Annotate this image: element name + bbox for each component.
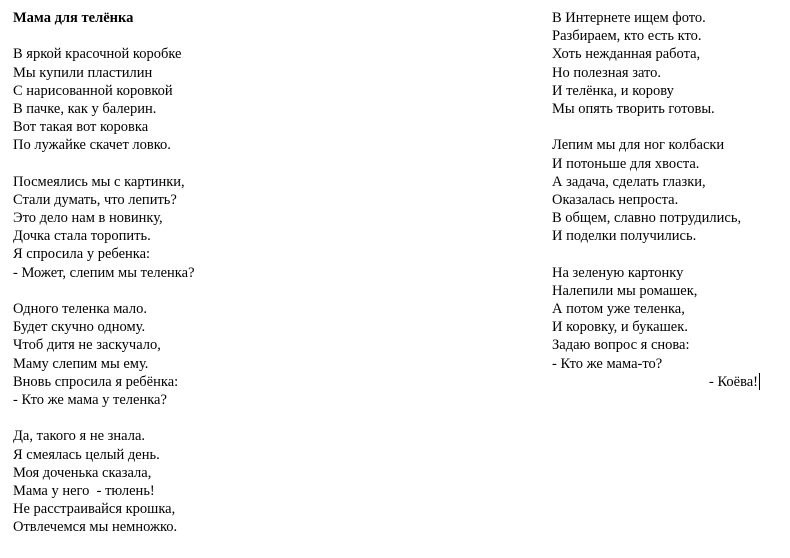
poem-line: А потом уже теленка, [552,301,685,317]
poem-line: Отвлечемся мы немножко. [13,519,178,536]
stanza [13,173,343,282]
poem-line: Дочка стала торопить. [13,228,151,245]
poem-line: Оказалась непроста. [552,191,679,208]
poem-line: Моя доченька сказала, [13,464,152,481]
poem-line: И поделки получились. [552,228,697,245]
poem-line: Хоть нежданная работа, [552,46,701,63]
poem-line: Я спросила у ребенка: [13,246,151,263]
poem-title: Мама для телёнка [13,10,134,26]
poem-column-left [13,9,343,536]
poem-line: Мама у него - тюлень! [13,482,155,499]
poem-line: Вот такая вот коровка [13,119,149,136]
poem-line: - Может, слепим мы теленка? [13,264,195,281]
poem-line: - Кто же мама-то? [552,355,663,372]
text-cursor [759,373,760,390]
poem-line: В Интернете ищем фото. [552,10,706,26]
stanza [552,264,788,373]
poem-line: С нарисованной коровкой [13,82,173,99]
poem-line: Мы купили пластилин [13,64,153,81]
poem-line: На зеленую картонку [552,264,684,281]
poem-line: Мы опять творить готовы. [552,100,715,117]
poem-line: Будет скучно одному. [13,319,146,336]
poem-line: В общем, славно потрудились, [552,210,742,227]
stanza-gap [13,282,343,300]
poem-line: Чтоб дитя не заскучало, [13,337,161,354]
poem-line: Лепим мы для ног колбаски [552,137,725,154]
poem-line: В пачке, как у балерин. [13,100,157,117]
poem-line: Стали думать, что лепить? [13,191,177,208]
poem-line: - Кто же мама у теленка? [13,391,167,408]
poem-line: И телёнка, и корову [552,82,674,99]
poem-line: И коровку, и букашек. [552,319,688,336]
poem-line: Посмеялись мы с картинки, [13,173,185,190]
stanza-gap [552,245,788,263]
poem-line: Не расстраивайся крошка, [13,501,176,518]
poem-line: Я смеялась целый день. [13,446,160,463]
poem-line: А задача, сделать глазки, [552,173,706,190]
stanza [13,45,343,154]
stanza-gap [13,155,343,173]
poem-line: Задаю вопрос я снова: [552,337,690,354]
stanza [13,427,343,536]
poem-line: И потоньше для хвоста. [552,155,700,172]
stanza-gap [13,27,343,45]
poem-line: Вновь спросила я ребёнка: [13,373,179,390]
poem-line: По лужайке скачет ловко. [13,137,171,154]
stanza [552,9,788,118]
poem-line: Это дело нам в новинку, [13,210,163,227]
poem-line: Но полезная зато. [552,64,662,81]
poem-line: Да, такого я не знала. [13,428,146,445]
signature: - Коёва! [708,373,758,390]
stanza-gap [13,409,343,427]
poem-line: Налепили мы ромашек, [552,282,698,299]
stanza [552,136,788,245]
poem-line: Маму слепим мы ему. [13,355,149,372]
poem-line: В яркой красочной коробке [13,46,182,63]
poem-line: Одного теленка мало. [13,301,147,317]
signature-line [552,373,788,391]
stanza [13,300,343,409]
poem-line: Разбираем, кто есть кто. [552,28,702,45]
poem-column-right [552,9,788,391]
stanza-gap [552,118,788,136]
